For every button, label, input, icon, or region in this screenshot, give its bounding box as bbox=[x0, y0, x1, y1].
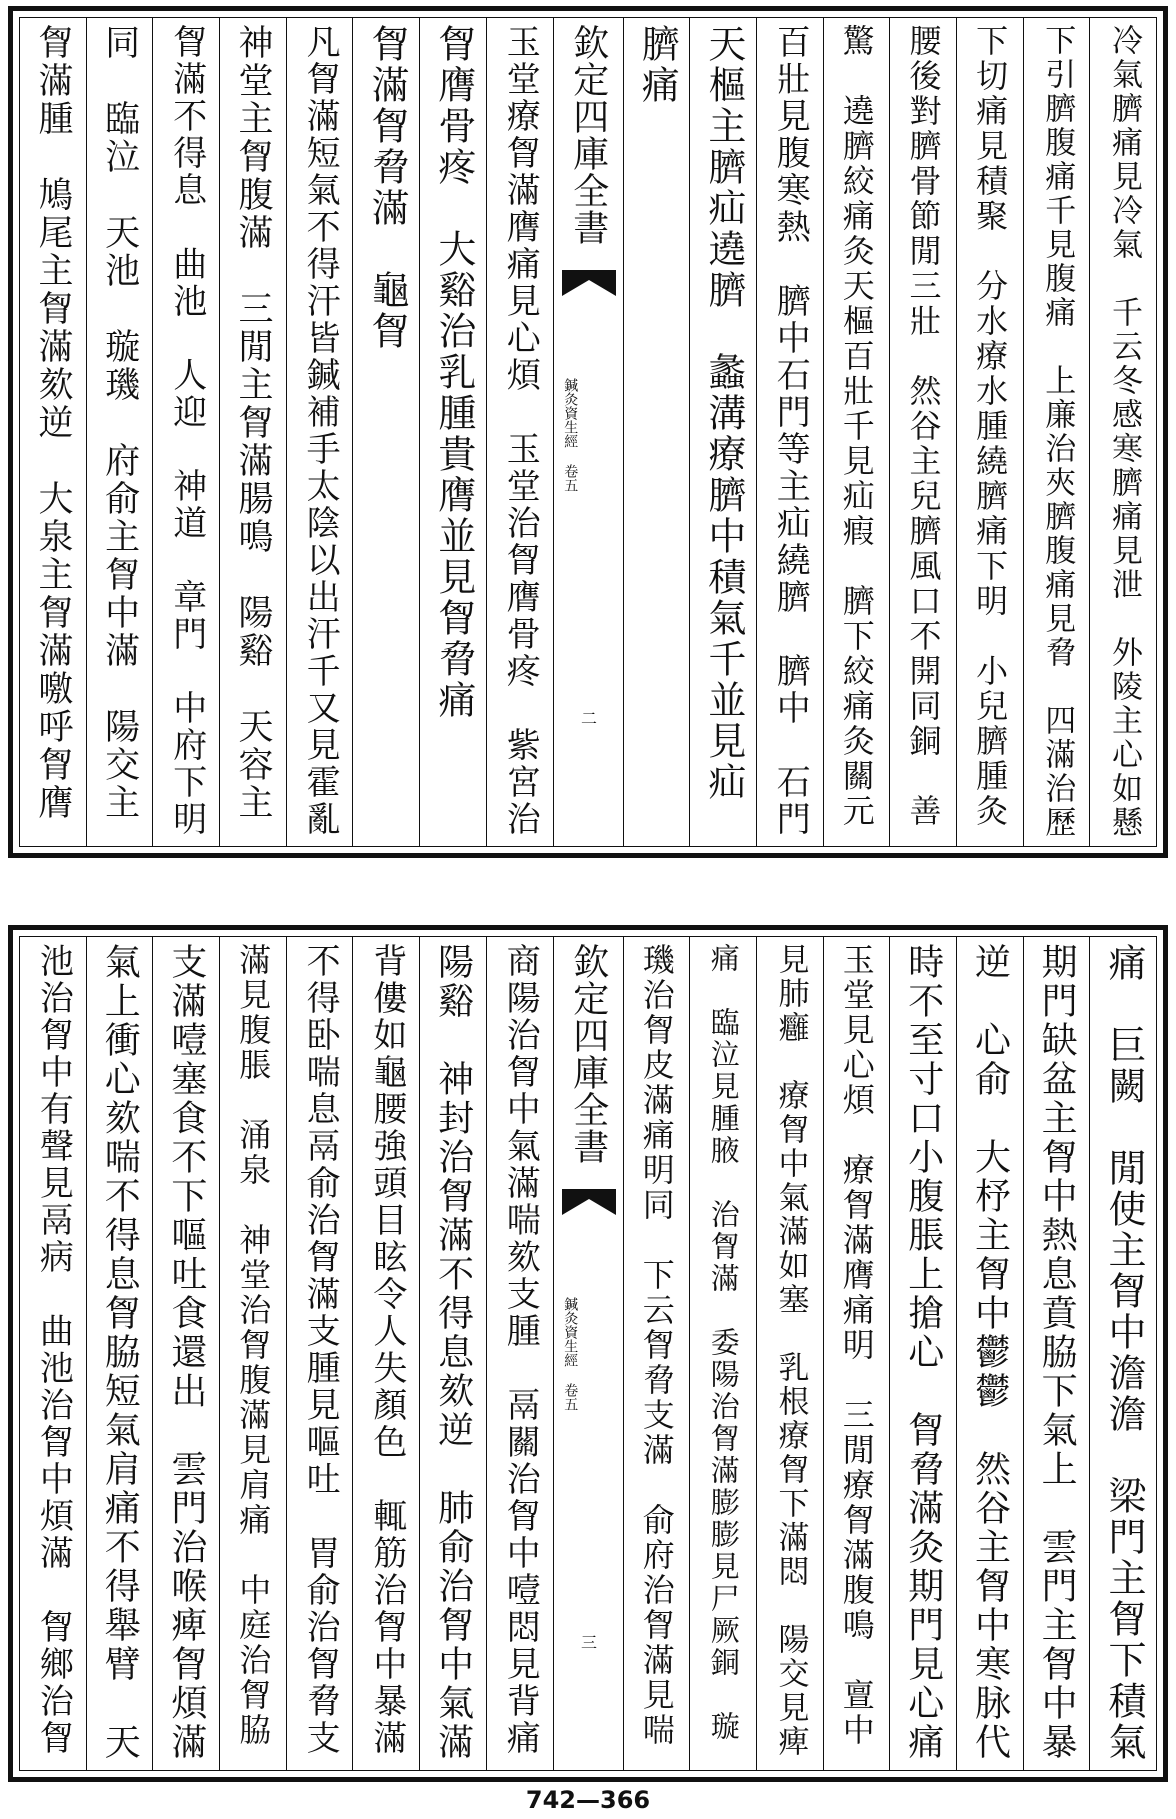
text-column bbox=[1089, 937, 1156, 1770]
text-column bbox=[486, 937, 553, 1770]
column-text: 璣治胷皮滿痛明同 下云胷脅支滿 俞府治胷滿見喘 bbox=[637, 943, 676, 1748]
column-text: 天樞主臍疝遶臍 蠡溝療臍中積氣千並見疝 bbox=[701, 24, 746, 803]
text-column bbox=[219, 937, 286, 1770]
center-gutter bbox=[553, 937, 623, 1770]
column-text: 冷氣臍痛見冷氣 千云冬感寒臍痛見泄 外陵主心如懸 bbox=[1105, 24, 1142, 840]
text-column bbox=[689, 937, 756, 1770]
top-page-frame bbox=[8, 6, 1168, 858]
column-text: 驚 遶臍絞痛灸天樞百壯千見疝瘕 臍下絞痛灸關元 bbox=[837, 24, 876, 829]
text-column bbox=[823, 18, 890, 846]
book-title: 欽定四庫全書 bbox=[567, 24, 609, 246]
text-column bbox=[623, 937, 690, 1770]
column-text: 同 臨泣 天池 璇璣 府俞主胷中滿 陽交主 bbox=[99, 24, 140, 822]
book-subtitle: 鍼灸資生經 卷五 bbox=[562, 378, 579, 492]
text-column bbox=[20, 18, 86, 846]
page-number: 742—366 bbox=[525, 1786, 651, 1814]
text-column bbox=[956, 18, 1023, 846]
text-column bbox=[889, 18, 956, 846]
text-column bbox=[1089, 18, 1156, 846]
column-text: 商陽治胷中氣滿喘欬支腫 鬲關治胷中噎悶見背痛 bbox=[500, 943, 541, 1757]
text-column bbox=[86, 18, 153, 846]
column-text: 神堂主胷腹滿 三閒主胷滿腸鳴 陽谿 天容主 bbox=[233, 24, 274, 822]
column-text: 支滿噎塞食不下嘔吐食還出 雲門治喉痺胷煩滿 bbox=[165, 943, 207, 1762]
text-column bbox=[20, 937, 86, 1770]
text-column bbox=[756, 18, 823, 846]
section-heading-column bbox=[623, 18, 690, 846]
text-column bbox=[352, 937, 419, 1770]
text-column bbox=[486, 18, 553, 846]
column-text: 池治胷中有聲見鬲病 曲池治胷中煩滿 胷鄉治胷 bbox=[33, 943, 74, 1757]
bottom-text-columns bbox=[20, 937, 1156, 1770]
bottom-page-inner-border bbox=[19, 936, 1157, 1771]
top-page-inner-border bbox=[19, 17, 1157, 847]
column-text: 凡胷滿短氣不得汗皆鍼補手太陰以出汗千又見霍亂 bbox=[300, 24, 341, 838]
column-text: 背僂如龜腰強頭目眩令人失顏色 輒筋治胷中暴滿 bbox=[366, 943, 407, 1757]
column-text: 痛 巨闕 閒使主胷中澹澹 梁門主胷下積氣 bbox=[1102, 943, 1146, 1763]
text-column bbox=[286, 937, 353, 1770]
leaf-number: 三 bbox=[578, 1634, 598, 1650]
text-column bbox=[219, 18, 286, 846]
text-column bbox=[889, 937, 956, 1770]
section-heading: 臍痛 bbox=[635, 24, 680, 106]
leaf-number: 二 bbox=[578, 710, 598, 726]
column-text: 不得卧喘息鬲俞治胷滿支腫見嘔吐 胃俞治胷脅支 bbox=[300, 943, 341, 1757]
column-text: 氣上衝心欬喘不得息胷脇短氣肩痛不得舉臂 天 bbox=[99, 943, 141, 1762]
column-text: 滿見腹脹 涌泉 神堂治胷腹滿見肩痛 中庭治胷脇 bbox=[234, 943, 273, 1748]
text-column bbox=[1023, 18, 1090, 846]
bottom-page-frame bbox=[8, 925, 1168, 1782]
column-text: 腰後對臍骨節閒三壯 然谷主兒臍風口不開同銅 善 bbox=[904, 24, 943, 829]
text-column bbox=[956, 937, 1023, 1770]
column-text: 胷滿腫 鳩尾主胷滿欬逆 大泉主胷滿噭呼胷膺 bbox=[32, 24, 73, 822]
column-text: 期門缺盆主胷中熱息賁脇下氣上 雲門主胷中暴 bbox=[1036, 943, 1078, 1762]
center-gutter bbox=[553, 18, 623, 846]
text-column bbox=[756, 937, 823, 1770]
column-text: 陽谿 神封治胷滿不得息欬逆 肺俞治胷中氣滿 bbox=[432, 943, 474, 1762]
column-text: 時不至寸口小腹脹上搶心 胷脅滿灸期門見心痛 bbox=[902, 943, 944, 1762]
text-column bbox=[152, 937, 219, 1770]
column-text: 胷滿不得息 曲池 人迎 神道 章門 中府下明 bbox=[166, 24, 207, 838]
text-column bbox=[823, 937, 890, 1770]
column-text: 下引臍腹痛千見腹痛 上廉治夾臍腹痛見脅 四滿治歷 bbox=[1039, 24, 1076, 840]
column-text: 見肺癰 療胷中氣滿如塞 乳根療胷下滿悶 陽交見痺 bbox=[772, 943, 809, 1759]
fish-tail-ornament-icon bbox=[562, 270, 616, 296]
book-subtitle: 鍼灸資生經 卷五 bbox=[562, 1297, 579, 1411]
text-column bbox=[286, 18, 353, 846]
column-text: 百壯見腹寒熱 臍中石門等主疝繞臍 臍中 石門 bbox=[770, 24, 811, 838]
text-column bbox=[152, 18, 219, 846]
section-heading-column bbox=[352, 18, 419, 846]
column-text: 逆 心俞 大杼主胷中鬱鬱 然谷主胷中寒脉代 bbox=[969, 943, 1011, 1762]
text-column bbox=[1023, 937, 1090, 1770]
section-heading: 胷滿胷脅滿 龜胷 bbox=[365, 24, 410, 352]
column-text: 下切痛見積聚 分水療水腫繞臍痛下明 小兒臍腫灸 bbox=[971, 24, 1010, 829]
text-column bbox=[419, 937, 486, 1770]
text-column bbox=[86, 937, 153, 1770]
column-text: 痛 臨泣見腫腋 治胷滿 委陽治胷滿膨膨見尸厥銅 璇 bbox=[706, 943, 741, 1743]
top-text-columns bbox=[20, 18, 1156, 846]
text-column bbox=[419, 18, 486, 846]
text-column bbox=[689, 18, 756, 846]
column-text: 玉堂療胷滿膺痛見心煩 玉堂治胷膺骨疼 紫宮治 bbox=[500, 24, 541, 838]
fish-tail-ornament-icon bbox=[562, 1189, 616, 1215]
column-text: 胷膺骨疼 大谿治乳腫貴膺並見胷脅痛 bbox=[431, 24, 476, 721]
column-text: 玉堂見心煩 療胷滿膺痛明 三閒療胷滿腹鳴 亶中 bbox=[837, 943, 876, 1748]
book-title: 欽定四庫全書 bbox=[567, 943, 609, 1165]
